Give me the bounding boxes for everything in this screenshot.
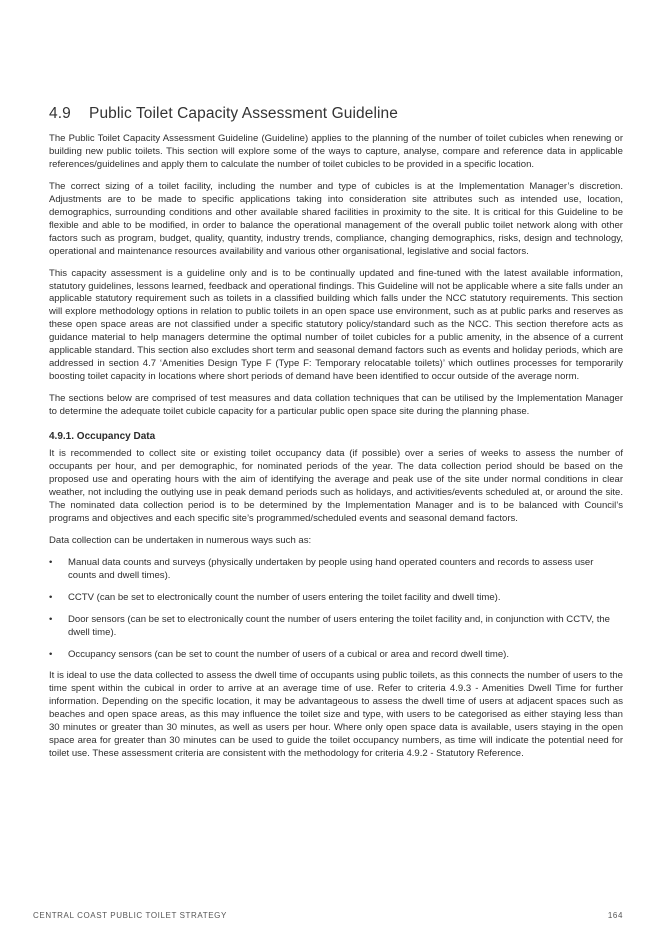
bullet-glyph: • [49, 648, 53, 660]
bullet-glyph: • [49, 591, 53, 603]
section-number: 4.9 [49, 105, 71, 122]
paragraph-purpose: The Public Toilet Capacity Assessment Guideline (Guideline) applies to the planning of the number of toilet cubicles when renewing or building new public toilets. This section will explore some of the ways to capture, analyse, compare and reference data in applicable references/guidelines and apply them to calculate the number of toilet cubicles to be provided in a specific location. [49, 133, 623, 170]
paragraph-guideline-scope: This capacity assessment is a guideline only and is to be continually updated and fine-tuned with the latest available information, statutory guidelines, lessons learned, feedback and operational findings. This Guideline will not be applicable where a site falls under an applicable statutory requirement such as toilets in a classified building which falls under the NCC statutory requirements. This section will explore methodology options in relation to public toilets in an open space use environment, such as at public parks and reserves as these open space areas are not classified under a specific statutory policy/standard such as the NCC. This section therefore acts as guidance material to help managers determine the optimal number of toilet cubicles for a public amenity, in the absence of a current applicable standard. This section also excludes short term and seasonal demand factors such as events and holiday periods, which are addressed in section 4.7 ‘Amenities Design Type F (Type F: Temporary relocatable toilets)’ which outlines processes for temporarily boosting toilet capacity in locations where short periods of demand have been identified to occur outside of the average norm. [49, 267, 623, 383]
list-item-text: CCTV (can be set to electronically count the number of users entering the toilet facility and dwell time). [68, 591, 501, 603]
list-item [49, 557, 623, 583]
paragraph-occupancy-intro: It is recommended to collect site or existing toilet occupancy data (if possible) over a series of weeks to assess the number of occupants per hour, and per demographic, for nominated periods of the year. The data collection period should be based on the proposed use and operating hours with the aim of identifying the average and peak use of the site under normal conditions in clear weather, not including the outlying use in peak demand periods such as holidays, and activities/events scheduled at, or around the site. The nominated data collection period is to be determined by the Implementation Manager and is to be balanced with Council’s programs and objectives and each specific site’s programmed/scheduled events and seasonal demand factors. [49, 448, 623, 524]
subsection-heading: 4.9.1. Occupancy Data [49, 431, 156, 443]
paragraph-list-intro: Data collection can be undertaken in numerous ways such as: [49, 534, 312, 546]
list-item [49, 592, 623, 605]
paragraph-sections-below: The sections below are comprised of test measures and data collation techniques that can be utilised by the Implementation Manager to determine the adequate toilet cubicle capacity for a particular public open space site during the planning phase. [49, 393, 623, 418]
list-item-text: Occupancy sensors (can be set to count the number of users of a cubical or area and record dwell time). [68, 648, 509, 660]
footer-document-title: CENTRAL COAST PUBLIC TOILET STRATEGY [33, 911, 227, 920]
paragraph-sizing: The correct sizing of a toilet facility, including the number and type of cubicles is at the Implementation Manager’s discretion. Adjustments are to be made to specific applications taking into consideration site attributes such as intended use, location, demographics, surrounding conditions and other available shared facilities in proximity to the site. It is critical for this Guideline to be flexible and able to be modified, in order to balance the operational management of the overall public toilet network along with other factors such as program, budget, quality, quantity, industry trends, compliance, changing demographics, risks, design and technology, operational and maintenance resources availability and various other organisational, legislative and social factors. [49, 180, 623, 257]
list-item [49, 649, 623, 662]
list-item [49, 614, 623, 640]
document-page [49, 105, 623, 770]
bullet-glyph: • [49, 613, 53, 625]
data-collection-list [49, 557, 623, 662]
list-item-text: Door sensors (can be set to electronically count the number of users entering the toilet facility and, in conjunction with CCTV, the dwell time). [68, 613, 610, 638]
footer-page-number: 164 [607, 911, 623, 920]
list-item-text: Manual data counts and surveys (physically undertaken by people using hand operated counters and records to assess user counts and dwell times). [68, 556, 594, 581]
section-heading [49, 105, 623, 123]
section-title: Public Toilet Capacity Assessment Guideline [89, 105, 399, 122]
paragraph-dwell-time: It is ideal to use the data collected to assess the dwell time of occupants using public toilets, as this connects the number of users to the time spent within the cubical in order to arrive at an average time of use. Refer to criteria 4.9.3 - Amenities Dwell Time for further information. Depending on the specific location, it may be advantageous to assess the dwell time of users at adjacent spaces such as beaches and open space areas, as this may influence the toilet size and type, with users to be categorised as either staying less than 30 minutes or greater than 30 minutes, as well as users per hour. Where only open space data is available, users staying in the open space area for greater than 30 minutes can be used to guide the toilet occupancy numbers, as time will indicate the potential need for toilet use. These assessment criteria are consistent with the methodology for criteria 4.9.2 - Statutory Reference. [49, 670, 623, 760]
bullet-glyph: • [49, 556, 53, 568]
